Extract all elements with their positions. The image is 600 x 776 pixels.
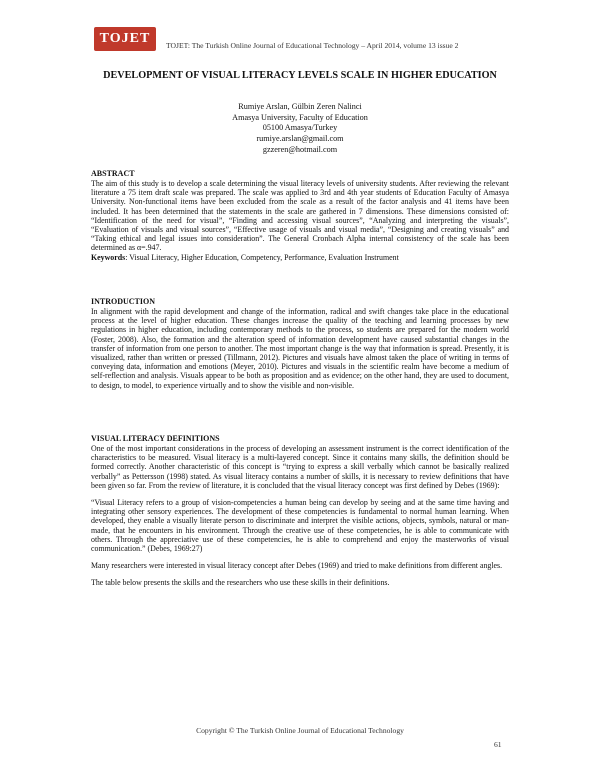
keywords-text: : Visual Literacy, Higher Education, Competency, Performance, Evaluation Instrument bbox=[125, 252, 399, 262]
definitions-paragraph-1: One of the most important considerations in the process of developing an assessment instrument is the correct identification of the characteristics to be measured. Visual literacy is a multi-layered concept. Since it contains many skills, the definition should be formed correctly. Another characteristic of this concept is “trying to express a skill verbally which cannot be basically realized verbally” as Pettersson (1998) stated. As visual literacy contains a number of skills, it is necessary to review definitions that have been given so far. From the review of literature, it is concluded that the visual literacy concept was first defined by Debes (1969): bbox=[91, 444, 509, 490]
introduction-section bbox=[91, 297, 509, 390]
page-number: 61 bbox=[494, 740, 502, 749]
introduction-text: In alignment with the rapid development and change of the information, radical and swift changes take place in the educational process at the level of higher education. These changes increase the quality of the teaching and learning processes by new regulations in higher education, including contemporary methods to the process, so students are prepared for the modern world (Foster, 2008). Also, the formation and the alteration speed of information development have caused substantial changes in the transfer of information from one person to another. The most important change is the way that information is spread. Presently, it is visualized, rather than written or pressed (Tillmann, 2012). Pictures and visuals have almost taken the place of writing in terms of conveying data, information and emotions (Meyer, 2010). Pictures and visuals in the scientific realm have become a medium of self-reflection and analysis. Visuals appear to be both as proposition and as evidence; on the other hand, they are used to document, to design, to model, to experience virtually and to show the visible and non-visible. bbox=[91, 307, 509, 390]
running-head: TOJET: The Turkish Online Journal of Educational Technology – April 2014, volume 13 issue 2 bbox=[166, 41, 459, 50]
author-names: Rumiye Arslan, Gülbin Zeren Nalinci bbox=[238, 102, 362, 111]
keywords-line bbox=[91, 253, 509, 262]
article-title: DEVELOPMENT OF VISUAL LITERACY LEVELS SCALE IN HIGHER EDUCATION bbox=[103, 70, 497, 81]
definitions-section bbox=[91, 434, 509, 588]
debes-quote: “Visual Literacy refers to a group of vision-competencies a human being can develop by seeing and at the same time having and integrating other sensory experiences. The development of these competencies is fundamental to normal human learning. When developed, they enable a visually literate person to discriminate and interpret the visible actions, objects, symbols, natural or man-made, that he encounters in his environment. Through the creative use of these competencies, he is able to communicate with others. Through the appreciative use of these competencies, he is able to comprehend and enjoy the masterworks of visual communication.” (Debes, 1969:27) bbox=[91, 498, 509, 554]
abstract-section bbox=[91, 169, 509, 262]
definitions-heading: VISUAL LITERACY DEFINITIONS bbox=[91, 434, 220, 443]
introduction-heading: INTRODUCTION bbox=[91, 297, 156, 306]
copyright-footer: Copyright © The Turkish Online Journal of Educational Technology bbox=[196, 726, 404, 735]
author-email-1: rumiye.arslan@gmail.com bbox=[256, 134, 344, 144]
abstract-text: The aim of this study is to develop a scale determining the visual literacy levels of university students. After reviewing the relevant literature a 75 item draft scale was prepared. The scale was applied to 3rd and 4th year students of Education Faculty of Amasya University. Non-functional items have been excluded from the scale as a result of the factor analysis and 41 items have been included. It has been determined that the statements in the scale are gathered in 7 dimensions. These dimensions consisted of: “Identification of the need for visual”, “Finding and accessing visual sources”, “Analyzing and interpreting the visuals”, “Evaluation of visuals and visual sources”, “Effective usage of visuals and visual media”, “Designing and creating visuals” and “Taking ethical and legal issues into consideration”. The General Cronbach Alpha internal consistency of the scale has been determined as α=.947. bbox=[91, 179, 509, 253]
author-affiliation: Amasya University, Faculty of Education bbox=[232, 112, 368, 122]
journal-logo: TOJET bbox=[94, 27, 156, 51]
keywords-label: Keywords bbox=[91, 252, 126, 262]
author-block bbox=[90, 102, 510, 156]
author-email-2: gzzeren@hotmail.com bbox=[262, 144, 338, 154]
abstract-heading: ABSTRACT bbox=[91, 169, 135, 178]
author-address: 05100 Amasya/Turkey bbox=[262, 123, 338, 133]
definitions-paragraph-3: The table below presents the skills and the researchers who use these skills in their definitions. bbox=[91, 578, 390, 588]
definitions-paragraph-2: Many researchers were interested in visual literacy concept after Debes (1969) and tried to make definitions from different angles. bbox=[91, 561, 503, 571]
